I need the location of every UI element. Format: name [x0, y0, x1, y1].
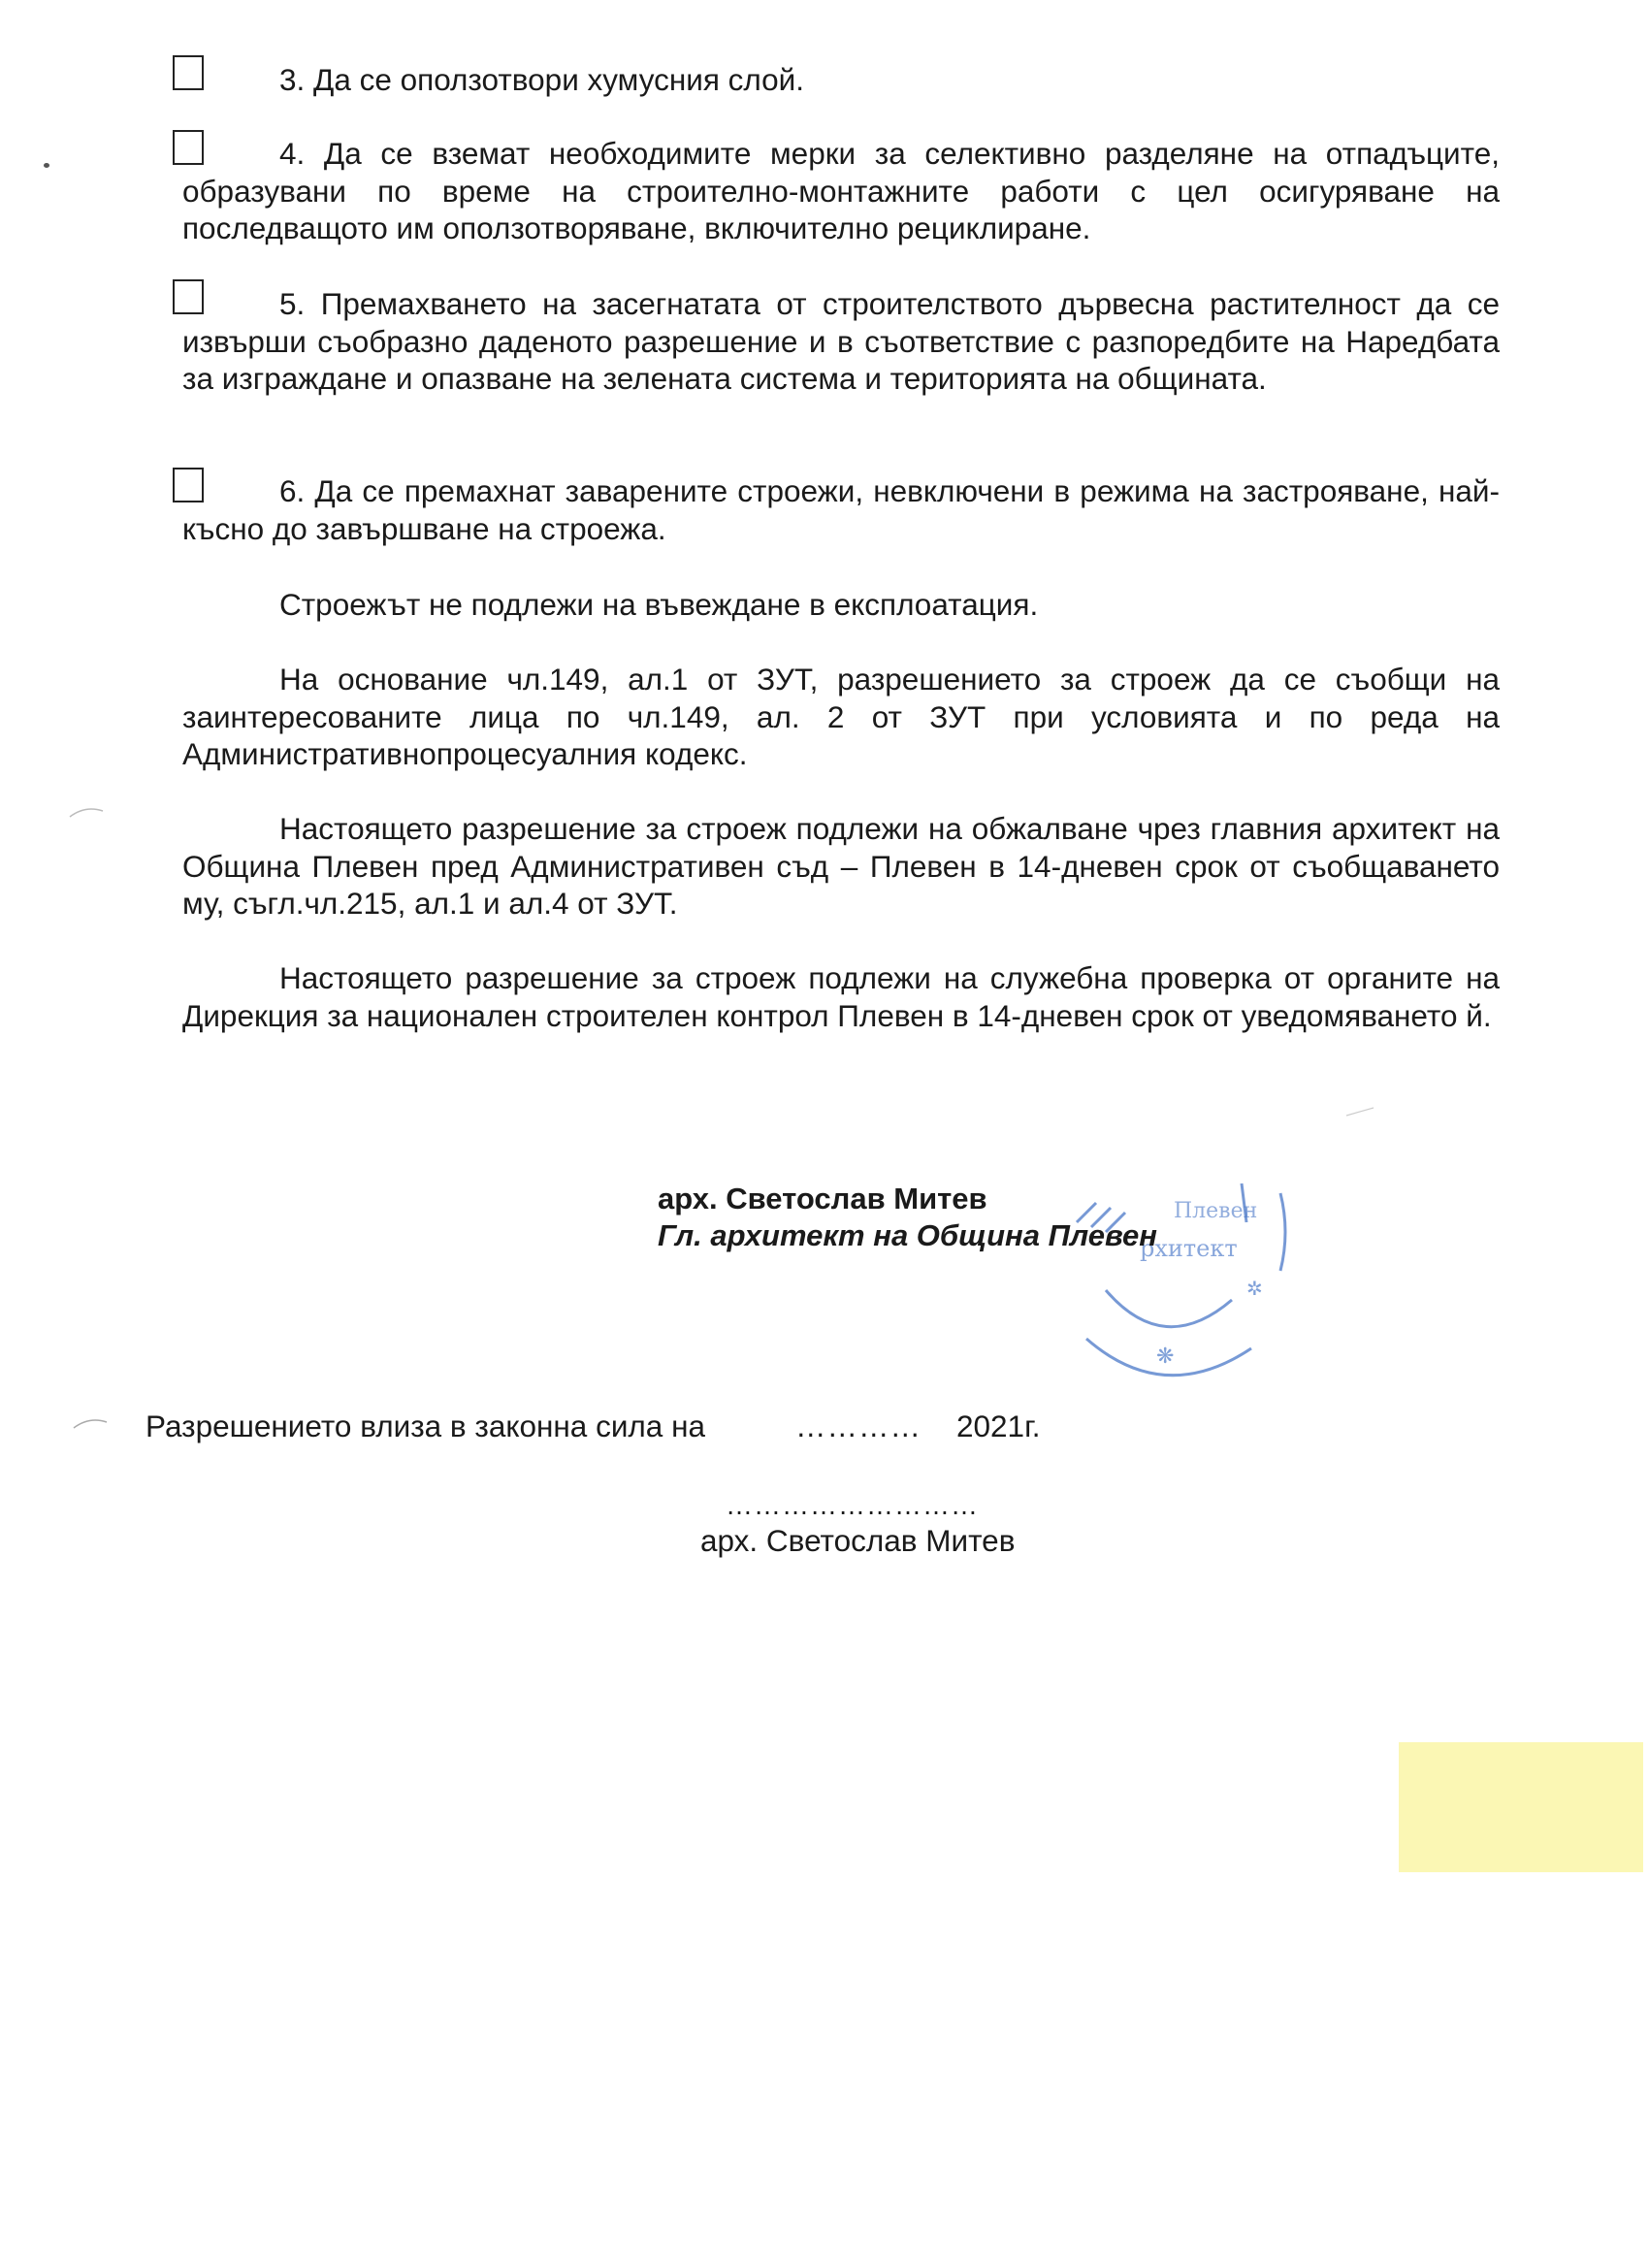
svg-text:✲: ✲	[1246, 1277, 1263, 1300]
item-3-text: 3. Да се оползотвори хумусния слой.	[279, 62, 804, 97]
notification-paragraph: На основание чл.149, ал.1 от ЗУТ, разрешението за строеж да се съобщи на заинтересованите лица по чл.149, ал. 2 от ЗУТ при условията и по реда на Административнопроцесуалния кодекс.	[182, 662, 1500, 771]
scan-mark-right	[1344, 1106, 1377, 1118]
official-stamp	[1048, 1164, 1310, 1407]
bottom-signatory-name: арх. Светослав Митев	[700, 1523, 1016, 1558]
scan-speck	[44, 163, 49, 168]
signatory-name: арх. Светослав Митев	[658, 1182, 987, 1215]
no-commissioning-paragraph: Строежът не подлежи на въвеждане в експлоатация.	[279, 587, 1039, 622]
stamp-text-city: Плевен	[1174, 1199, 1258, 1223]
inspection-paragraph: Настоящето разрешение за строеж подлежи на служебна проверка от органите на Дирекция за национален строителен контрол Плевен в 14-дневен срок от уведомяването й.	[182, 960, 1500, 1033]
stamp-text-role: рхитект	[1140, 1235, 1238, 1262]
legal-force-date-placeholder: …………	[795, 1409, 922, 1443]
scan-mark-left-2	[72, 1416, 111, 1430]
legal-force-year: 2021г.	[956, 1409, 1041, 1443]
sticky-note	[1399, 1742, 1643, 1872]
legal-force-label: Разрешението влиза в законна сила на	[146, 1409, 705, 1443]
signatory-title: Гл. архитект на Община Плевен	[658, 1218, 1157, 1252]
appeal-paragraph: Настоящето разрешение за строеж подлежи на обжалване чрез главния архитект на Община Плевен пред Административен съд – Плевен в 14-дневен срок от съобщаването му, съгл.чл.215, ал.1 и ал.4 от ЗУТ.	[182, 811, 1500, 921]
bottom-signature-line: ………………………	[726, 1490, 979, 1520]
scan-mark-left-1	[68, 805, 107, 819]
item-6-text: 6. Да се премахнат заварените строежи, невключени в режима на застрояване, най-късно до завършване на строежа.	[182, 473, 1500, 546]
item-3-checkbox[interactable]	[173, 55, 204, 90]
item-4-text: 4. Да се вземат необходимите мерки за селективно разделяне на отпадъците, образувани по време на строително-монтажните работи с цел осигуряване на последващото им оползотворяване, включително рециклиране.	[182, 136, 1500, 245]
item-5-text: 5. Премахването на засегнатата от строителството дървесна растителност да се извърши съобразно даденото разрешение и в съответствие с разпоредбите на Наредбата за изграждане и опазване на зелената система и територията на общината.	[182, 286, 1500, 396]
svg-text:❋: ❋	[1156, 1345, 1175, 1369]
